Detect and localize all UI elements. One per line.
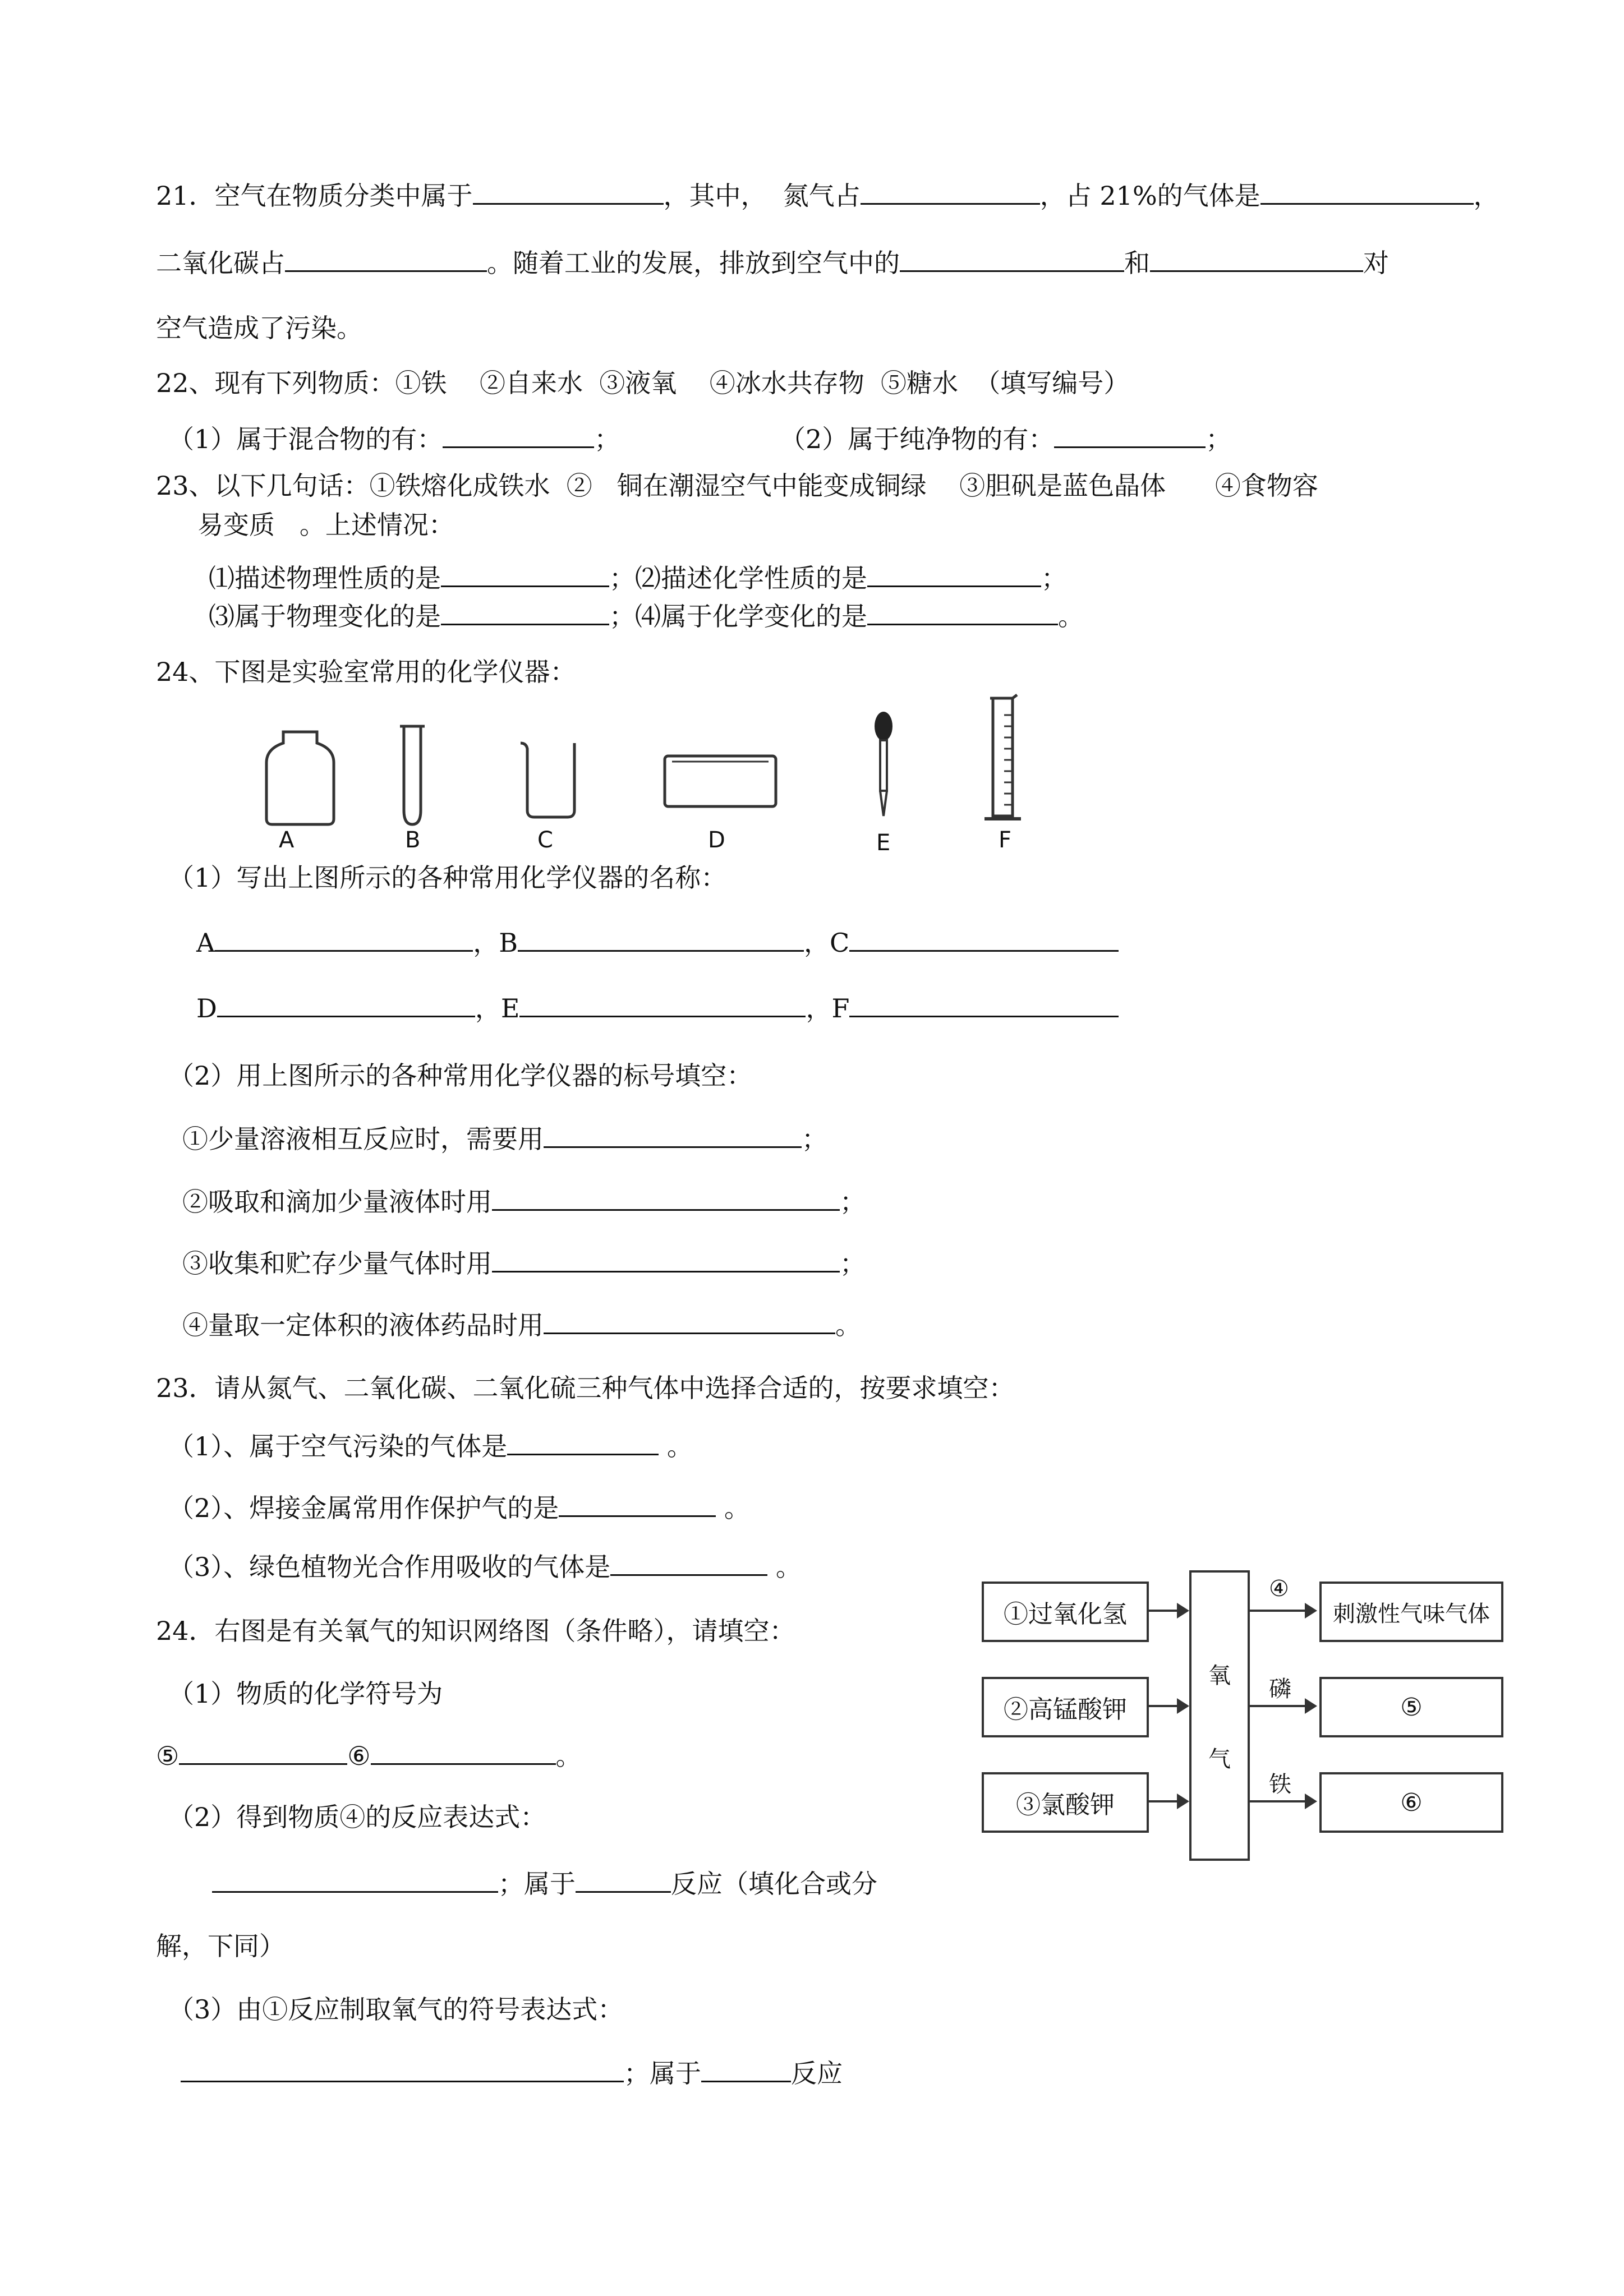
q23a-heading-cont: 易变质 。上述情况： bbox=[197, 510, 454, 540]
q23a-r1-mid: ；⑵描述化学性质的是 bbox=[609, 563, 867, 593]
q23a-r1-text: ⑴描述物理性质的是 bbox=[209, 563, 441, 593]
name-f-blank[interactable] bbox=[849, 991, 1119, 1017]
q24b-p3-end: 反应 bbox=[791, 2058, 843, 2088]
q24b-part2-cont: 解，下同） bbox=[156, 1931, 285, 1961]
q21-line3: 空气造成了污染。 bbox=[156, 313, 362, 343]
dropper-icon bbox=[867, 709, 900, 822]
q24b-part3-line bbox=[181, 2056, 843, 2090]
q22-heading: 22、现有下列物质：①铁 ②自来水 ③液氧 ④冰水共存物 ⑤糖水 （填写编号） bbox=[156, 368, 1130, 398]
q24a-blank-3[interactable] bbox=[492, 1246, 840, 1273]
q24a-s2-text: ②吸取和滴加少量液体时用 bbox=[182, 1187, 492, 1217]
q23b-part2 bbox=[168, 1491, 750, 1525]
q23b-blank-1[interactable] bbox=[507, 1429, 659, 1455]
q23b-part3 bbox=[168, 1550, 802, 1584]
label-d: D bbox=[708, 827, 725, 853]
q21-text-a: 21．空气在物质分类中属于 bbox=[156, 181, 473, 211]
box-potassium-permanganate: ②高锰酸钾 bbox=[982, 1677, 1149, 1737]
q24a-names-row1 bbox=[196, 925, 1119, 960]
q24a-s4-end: 。 bbox=[835, 1310, 861, 1340]
label-e: E bbox=[876, 830, 891, 856]
q22-p2-end: ； bbox=[1206, 424, 1232, 454]
q22-p2-text: （2）属于纯净物的有： bbox=[780, 424, 1055, 454]
q24a-s3-end: ； bbox=[840, 1248, 866, 1279]
q23a-blank-3[interactable] bbox=[441, 599, 609, 625]
name-c-label: ，C bbox=[804, 928, 850, 958]
q24b-p3-mid: ；属于 bbox=[624, 2058, 701, 2088]
q23a-r2-text: ⑶属于物理变化的是 bbox=[209, 601, 441, 631]
symbol-6-blank[interactable] bbox=[371, 1739, 556, 1765]
name-a-blank[interactable] bbox=[215, 925, 473, 952]
arrow-6 bbox=[1248, 1800, 1315, 1802]
name-a-label: A bbox=[196, 928, 215, 958]
q24b-heading: 24．右图是有关氧气的知识网络图（条件略），请填空： bbox=[156, 1616, 795, 1646]
name-d-blank[interactable] bbox=[217, 991, 475, 1017]
box-oxygen: 氧 气 bbox=[1189, 1570, 1250, 1861]
q21-blank-4[interactable] bbox=[285, 246, 487, 272]
q24a-s3-text: ③收集和贮存少量气体时用 bbox=[182, 1248, 492, 1279]
arrow-label-4: ④ bbox=[1269, 1576, 1289, 1602]
q23b-p3-end: 。 bbox=[767, 1552, 802, 1582]
q23b-heading: 23．请从氮气、二氧化碳、二氧化硫三种气体中选择合适的，按要求填空： bbox=[156, 1373, 1015, 1403]
q22-p1-end: ； bbox=[594, 424, 620, 454]
symbol-5-blank[interactable] bbox=[179, 1739, 347, 1765]
q21-text-b: ，其中， 氮气占 bbox=[663, 181, 861, 211]
label-c: C bbox=[537, 827, 553, 853]
arrow-5 bbox=[1248, 1705, 1315, 1707]
q23a-blank-2[interactable] bbox=[867, 561, 1041, 587]
q24b-part1: （1）物质的化学符号为 bbox=[168, 1679, 443, 1709]
symbol-5-label: ⑤ bbox=[156, 1741, 180, 1771]
q24a-s1-text: ①少量溶液相互反应时，需要用 bbox=[182, 1124, 544, 1154]
q24a-names-row2 bbox=[196, 991, 1119, 1025]
q21-blank-3[interactable] bbox=[1260, 178, 1474, 205]
name-b-blank[interactable] bbox=[518, 925, 804, 952]
q23b-blank-3[interactable] bbox=[610, 1550, 767, 1576]
q23a-r2-mid: ；⑷属于化学变化的是 bbox=[609, 601, 867, 631]
q24b-p2-end: 反应（填化合或分 bbox=[671, 1869, 877, 1899]
beaker-icon bbox=[516, 737, 583, 822]
q21-blank-1[interactable] bbox=[473, 178, 664, 205]
label-a: A bbox=[279, 827, 295, 853]
q23b-p1-text: （1）、属于空气污染的气体是 bbox=[168, 1431, 508, 1461]
q24b-part3: （3）由①反应制取氧气的符号表达式： bbox=[168, 1994, 624, 2025]
box-potassium-chlorate: ③氯酸钾 bbox=[982, 1772, 1149, 1833]
symbol-6-label: ⑥ bbox=[347, 1741, 371, 1771]
box-product-6: ⑥ bbox=[1319, 1772, 1503, 1833]
q21-text-c: ，占 21%的气体是 bbox=[1039, 181, 1260, 211]
name-c-blank[interactable] bbox=[849, 925, 1119, 952]
label-b: B bbox=[405, 827, 421, 853]
q22-blank-1[interactable] bbox=[443, 422, 594, 448]
arrow-4 bbox=[1248, 1610, 1315, 1612]
q24b-part1-blanks bbox=[156, 1739, 582, 1773]
q23a-r1-end: ； bbox=[1041, 563, 1067, 593]
q24b-type-blank-2[interactable] bbox=[701, 2056, 791, 2082]
q23a-blank-4[interactable] bbox=[867, 599, 1058, 625]
q24a-s4-text: ④量取一定体积的液体药品时用 bbox=[182, 1310, 544, 1340]
wide-mouth-bottle-icon bbox=[258, 726, 342, 827]
q21-blank-5[interactable] bbox=[900, 246, 1124, 272]
oxygen-network-diagram bbox=[976, 1565, 1515, 1868]
q24a-blank-4[interactable] bbox=[544, 1308, 835, 1334]
q24a-s1-end: ； bbox=[802, 1124, 827, 1154]
q24a-heading: 24、下图是实验室常用的化学仪器： bbox=[156, 657, 576, 687]
q24a-blank-2[interactable] bbox=[492, 1184, 840, 1211]
q23a-row1 bbox=[209, 561, 1067, 595]
q23b-part1 bbox=[168, 1429, 693, 1463]
q22-blank-2[interactable] bbox=[1054, 422, 1206, 448]
q21-line2 bbox=[156, 246, 1389, 280]
arrow-1 bbox=[1147, 1610, 1187, 1612]
q24a-sub4 bbox=[182, 1308, 861, 1342]
q21-blank-2[interactable] bbox=[861, 178, 1040, 205]
q24a-blank-1[interactable] bbox=[544, 1122, 802, 1148]
q21-text-h: 对 bbox=[1363, 248, 1389, 278]
name-f-label: ，F bbox=[806, 993, 850, 1023]
q24a-sub3 bbox=[182, 1246, 866, 1280]
name-e-blank[interactable] bbox=[519, 991, 806, 1017]
graduated-cylinder-icon bbox=[979, 693, 1029, 827]
q21-text-g: 和 bbox=[1124, 248, 1150, 278]
q22-part2 bbox=[780, 422, 1231, 456]
q22-p1-text: （1）属于混合物的有： bbox=[168, 424, 443, 454]
q23b-p1-end: 。 bbox=[659, 1431, 693, 1461]
name-d-label: D bbox=[196, 993, 217, 1023]
q21-text-f: 。随着工业的发展，排放到空气中的 bbox=[487, 248, 900, 278]
q24a-sub1 bbox=[182, 1122, 827, 1156]
q24b-part2: （2）得到物质④的反应表达式： bbox=[168, 1802, 546, 1832]
q24b-expr-blank-1[interactable] bbox=[212, 1866, 498, 1893]
q23b-p3-text: （3）、绿色植物光合作用吸收的气体是 bbox=[168, 1552, 611, 1582]
q21-blank-6[interactable] bbox=[1150, 246, 1363, 272]
q22-part1 bbox=[168, 422, 620, 456]
arrow-label-iron: 铁 bbox=[1269, 1772, 1291, 1797]
q24a-s2-end: ； bbox=[840, 1187, 866, 1217]
test-tube-icon bbox=[395, 723, 429, 830]
box-product-5: ⑤ bbox=[1319, 1677, 1503, 1737]
name-b-label: ，B bbox=[473, 928, 518, 958]
name-e-label: ，E bbox=[475, 993, 520, 1023]
q21-line1 bbox=[156, 178, 1499, 213]
q24b-expr-blank-2[interactable] bbox=[181, 2056, 624, 2082]
gas-collecting-plate-icon bbox=[662, 751, 780, 813]
q23a-r2-end: 。 bbox=[1058, 601, 1084, 631]
q24a-sub2 bbox=[182, 1184, 866, 1219]
q23b-blank-2[interactable] bbox=[559, 1491, 716, 1517]
q24b-p2-mid: ；属于 bbox=[498, 1869, 576, 1899]
arrow-3 bbox=[1147, 1800, 1187, 1802]
arrow-label-phosphorus: 磷 bbox=[1269, 1676, 1291, 1702]
q23b-p2-text: （2）、焊接金属常用作保护气的是 bbox=[168, 1493, 559, 1523]
q24a-part2: （2）用上图所示的各种常用化学仪器的标号填空： bbox=[168, 1061, 753, 1091]
box-hydrogen-peroxide: ①过氧化氢 bbox=[982, 1582, 1149, 1642]
q24b-part2-line bbox=[212, 1866, 877, 1901]
box-pungent-gas: 刺激性气味气体 bbox=[1319, 1582, 1503, 1642]
arrow-2 bbox=[1147, 1705, 1187, 1707]
q24b-type-blank-1[interactable] bbox=[576, 1866, 671, 1893]
q24a-part1: （1）写出上图所示的各种常用化学仪器的名称： bbox=[168, 863, 727, 893]
q23a-blank-1[interactable] bbox=[441, 561, 609, 587]
q23a-heading: 23、以下几句话：①铁熔化成铁水 ② 铜在潮湿空气中能变成铜绿 ③胆矾是蓝色晶体 ④食物容 bbox=[156, 471, 1318, 501]
q21-text-e: 二氧化碳占 bbox=[156, 248, 285, 278]
q23a-row2 bbox=[209, 599, 1084, 633]
q21-text-d: ， bbox=[1473, 181, 1499, 211]
q23b-p2-end: 。 bbox=[716, 1493, 750, 1523]
q24b-p1-end: 。 bbox=[555, 1741, 582, 1771]
label-f: F bbox=[999, 827, 1012, 853]
